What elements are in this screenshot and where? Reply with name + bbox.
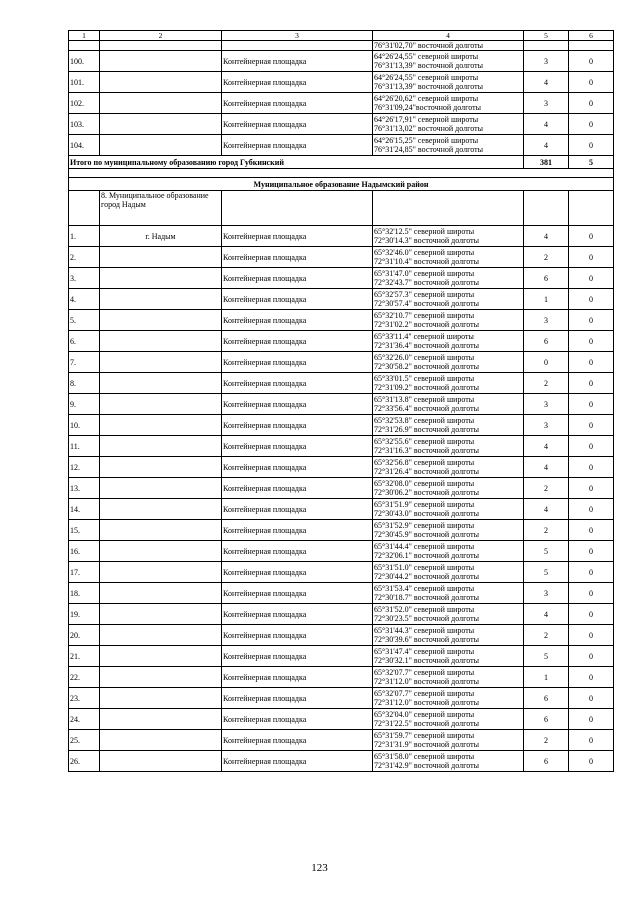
container-count: 6 [524,268,569,289]
longitude-text: 72°30'23.5" восточной долготы [374,614,479,623]
coordinate-cell [373,583,524,604]
coordinate-cell [373,604,524,625]
container-count: 5 [524,541,569,562]
table-row [69,436,614,457]
total-col6: 5 [569,156,614,169]
row-number: 11. [69,436,100,457]
longitude-text: 72°32'43.7" восточной долготы [374,278,479,287]
site-type: Контейнерная площадка [222,730,373,751]
latitude-text: 65°32'55.6" северной широты [374,437,475,446]
row-number: 16. [69,541,100,562]
coordinate-cell [373,394,524,415]
coordinate-cell [373,51,524,72]
container-count: 1 [524,667,569,688]
site-type: Контейнерная площадка [222,135,373,156]
coordinate-cell [373,310,524,331]
empty-cell [100,562,222,583]
empty-cell [100,583,222,604]
table-row [69,114,614,135]
row-number: 19. [69,604,100,625]
empty-cell [100,394,222,415]
col6-value: 0 [569,646,614,667]
table-row [69,646,614,667]
latitude-text: 65°31'47.0" северной широты [374,269,475,278]
container-count: 3 [524,93,569,114]
section-row [69,178,614,191]
spacer-row [69,169,614,178]
col6-value: 0 [569,415,614,436]
header-cell: 4 [373,31,524,41]
site-type: Контейнерная площадка [222,562,373,583]
header-cell: 3 [222,31,373,41]
latitude-text: 65°32'57.3" северной широты [374,290,475,299]
container-count: 5 [524,562,569,583]
latitude-text: 65°31'47.4" северной широты [374,647,475,656]
page-number: 123 [311,862,328,874]
empty-cell [100,436,222,457]
container-count: 3 [524,310,569,331]
longitude-text: 72°30'18.7" восточной долготы [374,593,479,602]
container-count: 3 [524,583,569,604]
longitude-text: 72°31'42.9" восточной долготы [374,761,479,770]
latitude-text: 64°26'17,91" северной широты [374,115,479,124]
longitude-text: 72°31'10.4" восточной долготы [374,257,479,266]
site-type: Контейнерная площадка [222,541,373,562]
row-number: 22. [69,667,100,688]
container-count: 4 [524,499,569,520]
latitude-text: 65°31'51.9" северной широты [374,500,475,509]
table-row [69,625,614,646]
empty-cell [100,541,222,562]
total-col5: 381 [524,156,569,169]
latitude-text: 65°31'52.9" северной широты [374,521,475,530]
site-type: Контейнерная площадка [222,667,373,688]
table-row [69,583,614,604]
total-row [69,156,614,169]
table-row [69,499,614,520]
header-cell: 1 [69,31,100,41]
site-type: Контейнерная площадка [222,499,373,520]
container-count: 2 [524,247,569,268]
table-row [69,562,614,583]
coordinate-cell [373,688,524,709]
col6-value: 0 [569,709,614,730]
empty-cell [100,625,222,646]
coordinate-cell [373,751,524,772]
coordinate-cell [373,352,524,373]
row-number: 12. [69,457,100,478]
table-row [69,730,614,751]
settlement-name: г. Надым [100,226,222,247]
coordinate-cell [373,114,524,135]
empty-cell [100,520,222,541]
header-cell: 6 [569,31,614,41]
coordinate-cell [373,373,524,394]
longitude-text: 72°31'22.5" восточной долготы [374,719,479,728]
container-count: 6 [524,751,569,772]
latitude-text: 65°32'12.5" северной широты [374,227,475,236]
site-type: Контейнерная площадка [222,751,373,772]
col6-value: 0 [569,268,614,289]
table-row [69,394,614,415]
longitude-text: 76°31'24,85" восточной долготы [374,145,483,154]
longitude-text: 72°30'57.4" восточной долготы [374,299,479,308]
row-number: 9. [69,394,100,415]
container-count: 4 [524,457,569,478]
coordinate-cell [373,268,524,289]
latitude-text: 64°26'15,25" северной широты [374,136,479,145]
coordinate-cell [373,331,524,352]
col6-value: 0 [569,331,614,352]
empty-cell [100,289,222,310]
section-title: Муниципальное образование Надымский район [69,178,614,191]
container-count: 5 [524,646,569,667]
site-type: Контейнерная площадка [222,114,373,135]
container-count: 4 [524,604,569,625]
table-row [69,520,614,541]
row-number: 103. [69,114,100,135]
longitude-text: 72°30'44.2" восточной долготы [374,572,479,581]
longitude-text: 72°31'09.2" восточной долготы [374,383,479,392]
row-number: 2. [69,247,100,268]
col6-value: 0 [569,625,614,646]
coordinate-cell [373,247,524,268]
table-row [69,478,614,499]
table-row [69,373,614,394]
site-type: Контейнерная площадка [222,688,373,709]
total-label: Итого по муниципальному образованию город Губкинский [69,156,524,169]
site-type: Контейнерная площадка [222,268,373,289]
site-type: Контейнерная площадка [222,310,373,331]
site-type: Контейнерная площадка [222,478,373,499]
latitude-text: 65°31'58.0" северной широты [374,752,475,761]
site-type: Контейнерная площадка [222,72,373,93]
col6-value: 0 [569,688,614,709]
latitude-text: 65°33'01.5" северной широты [374,374,475,383]
longitude-text: 72°30'39.6" восточной долготы [374,635,479,644]
container-count: 4 [524,226,569,247]
latitude-text: 65°31'44.3" северной широты [374,626,475,635]
latitude-text: 65°32'04.0" северной широты [374,710,475,719]
longitude-text: 72°30'45.9" восточной долготы [374,530,479,539]
longitude-text: 72°33'56.4" восточной долготы [374,404,479,413]
table-row [69,93,614,114]
empty-cell [100,457,222,478]
col6-value: 0 [569,135,614,156]
container-count: 6 [524,688,569,709]
col6-value: 0 [569,667,614,688]
column-number-header [69,31,614,41]
latitude-text: 65°32'53.8" северной широты [374,416,475,425]
row-number: 13. [69,478,100,499]
coordinate-cell [373,667,524,688]
table-row [69,268,614,289]
longitude-text: 72°32'06.1" восточной долготы [374,551,479,560]
longitude-text: 72°30'58.2" восточной долготы [374,362,479,371]
row-number: 26. [69,751,100,772]
table-row [69,352,614,373]
empty-cell [100,135,222,156]
table-row [69,688,614,709]
coordinate-cell [373,646,524,667]
table-row [69,415,614,436]
col6-value: 0 [569,114,614,135]
empty-cell [100,310,222,331]
site-type: Контейнерная площадка [222,247,373,268]
coordinate-cell [373,499,524,520]
row-number: 17. [69,562,100,583]
table-row [69,604,614,625]
longitude-text: 72°31'26.4" восточной долготы [374,467,479,476]
coordinate-cell [373,709,524,730]
table-row [69,135,614,156]
latitude-text: 65°32'26.0" северной широты [374,353,475,362]
col6-value: 0 [569,562,614,583]
row-number: 3. [69,268,100,289]
latitude-text: 65°31'59.7" северной широты [374,731,475,740]
empty-cell [100,72,222,93]
site-type: Контейнерная площадка [222,457,373,478]
coordinate-cell [373,730,524,751]
col6-value: 0 [569,583,614,604]
table-row [69,310,614,331]
table-row [69,709,614,730]
site-type: Контейнерная площадка [222,415,373,436]
col6-value: 0 [569,226,614,247]
container-count: 6 [524,331,569,352]
latitude-text: 65°31'13.8" северной широты [374,395,475,404]
longitude-text: 72°30'14.3" восточной долготы [374,236,479,245]
row-number: 21. [69,646,100,667]
coordinate-cell [373,93,524,114]
site-type: Контейнерная площадка [222,436,373,457]
coordinate-cell [373,72,524,93]
site-type: Контейнерная площадка [222,93,373,114]
longitude-text: 72°31'12.0" восточной долготы [374,698,479,707]
container-count: 1 [524,289,569,310]
empty-cell [100,247,222,268]
coordinate-cell [373,415,524,436]
container-count: 2 [524,520,569,541]
row-number: 101. [69,72,100,93]
longitude-text: 72°30'06.2" восточной долготы [374,488,479,497]
empty-cell [100,478,222,499]
latitude-text: 65°32'08.0" северной широты [374,479,475,488]
site-type: Контейнерная площадка [222,51,373,72]
site-type: Контейнерная площадка [222,709,373,730]
table-row [69,226,614,247]
latitude-text: 65°32'07.7" северной широты [374,689,475,698]
row-number: 6. [69,331,100,352]
continuation-row [69,41,614,51]
table-row [69,331,614,352]
site-type: Контейнерная площадка [222,373,373,394]
container-count: 2 [524,730,569,751]
container-count: 3 [524,415,569,436]
table-row [69,457,614,478]
container-sites-table [68,30,614,772]
latitude-text: 65°31'53.4" северной широты [374,584,475,593]
empty-cell [100,730,222,751]
latitude-text: 65°31'44.4" северной широты [374,542,475,551]
coordinate-cell [373,135,524,156]
row-number: 25. [69,730,100,751]
empty-cell [100,688,222,709]
container-count: 2 [524,478,569,499]
container-count: 4 [524,114,569,135]
table-row [69,247,614,268]
container-count: 3 [524,394,569,415]
empty-cell [100,604,222,625]
empty-cell [100,51,222,72]
col6-value: 0 [569,436,614,457]
table-row [69,751,614,772]
site-type: Контейнерная площадка [222,352,373,373]
empty-cell [100,499,222,520]
table-row [69,289,614,310]
row-number: 8. [69,373,100,394]
col6-value: 0 [569,289,614,310]
latitude-text: 64°26'20,62" северной широты [374,94,479,103]
longitude-text: 72°30'32.1" восточной долготы [374,656,479,665]
col6-value: 0 [569,394,614,415]
row-number: 20. [69,625,100,646]
longitude-text: 76°31'13,39" восточной долготы [374,82,483,91]
col6-value: 0 [569,541,614,562]
empty-cell [100,93,222,114]
table-row [69,541,614,562]
site-type: Контейнерная площадка [222,520,373,541]
col6-value: 0 [569,604,614,625]
longitude-text: 72°31'36.4" восточной долготы [374,341,479,350]
coordinate-cell [373,541,524,562]
col6-value: 0 [569,457,614,478]
municipality-name: 8. Муниципальное образование город Надым [100,191,222,226]
site-type: Контейнерная площадка [222,331,373,352]
longitude-text: 76°31'13,02" восточной долготы [374,124,483,133]
longitude-text: 72°31'02.2" восточной долготы [374,320,479,329]
table-row [69,72,614,93]
empty-cell [100,268,222,289]
coordinate-cell [373,562,524,583]
coordinate-cell [373,436,524,457]
longitude-text: 72°30'43.0" восточной долготы [374,509,479,518]
header-cell: 5 [524,31,569,41]
site-type: Контейнерная площадка [222,583,373,604]
coordinate-cell: 76°31'02,70" восточной долготы [373,41,524,51]
row-number: 1. [69,226,100,247]
coordinate-cell [373,478,524,499]
container-count: 4 [524,436,569,457]
longitude-text: 76°31'13,39" восточной долготы [374,61,483,70]
row-number: 10. [69,415,100,436]
coordinate-cell [373,226,524,247]
container-count: 0 [524,352,569,373]
longitude-text: 76°31'09,24"восточной долготы [374,103,481,112]
col6-value: 0 [569,72,614,93]
container-count: 2 [524,625,569,646]
latitude-text: 65°31'52.0" северной широты [374,605,475,614]
longitude-text: 72°31'31.9" восточной долготы [374,740,479,749]
longitude-text: 72°31'16.3" восточной долготы [374,446,479,455]
row-number: 24. [69,709,100,730]
row-number: 14. [69,499,100,520]
row-number: 23. [69,688,100,709]
latitude-text: 65°33'11.4" северной широты [374,332,474,341]
site-type: Контейнерная площадка [222,625,373,646]
row-number: 7. [69,352,100,373]
col6-value: 0 [569,310,614,331]
latitude-text: 64°26'24,55" северной широты [374,73,479,82]
site-type: Контейнерная площадка [222,289,373,310]
col6-value: 0 [569,520,614,541]
site-type: Контейнерная площадка [222,226,373,247]
coordinate-cell [373,457,524,478]
empty-cell [100,331,222,352]
municipality-row [69,191,614,226]
table-row [69,667,614,688]
container-count: 4 [524,135,569,156]
table-row [69,51,614,72]
container-count: 6 [524,709,569,730]
col6-value: 0 [569,751,614,772]
site-type: Контейнерная площадка [222,646,373,667]
site-type: Контейнерная площадка [222,394,373,415]
coordinate-cell [373,625,524,646]
col6-value: 0 [569,51,614,72]
empty-cell [100,373,222,394]
coordinate-cell [373,520,524,541]
longitude-text: 72°31'12.0" восточной долготы [374,677,479,686]
col6-value: 0 [569,499,614,520]
row-number: 4. [69,289,100,310]
row-number: 100. [69,51,100,72]
empty-cell [100,751,222,772]
latitude-text: 64°26'24,55" северной широты [374,52,479,61]
container-count: 2 [524,373,569,394]
latitude-text: 65°32'56.8" северной широты [374,458,475,467]
empty-cell [100,114,222,135]
container-count: 3 [524,51,569,72]
site-type: Контейнерная площадка [222,604,373,625]
empty-cell [100,709,222,730]
col6-value: 0 [569,478,614,499]
row-number: 5. [69,310,100,331]
container-count: 4 [524,72,569,93]
latitude-text: 65°32'46.0" северной широты [374,248,475,257]
row-number: 104. [69,135,100,156]
col6-value: 0 [569,352,614,373]
col6-value: 0 [569,730,614,751]
empty-cell [100,352,222,373]
col6-value: 0 [569,247,614,268]
coordinate-cell [373,289,524,310]
col6-value: 0 [569,93,614,114]
latitude-text: 65°31'51.0" северной широты [374,563,475,572]
empty-cell [100,667,222,688]
latitude-text: 65°32'10.7" северной широты [374,311,475,320]
row-number: 18. [69,583,100,604]
longitude-text: 72°31'26.9" восточной долготы [374,425,479,434]
header-cell: 2 [100,31,222,41]
col6-value: 0 [569,373,614,394]
latitude-text: 65°32'07.7" северной широты [374,668,475,677]
row-number: 15. [69,520,100,541]
empty-cell [100,415,222,436]
row-number: 102. [69,93,100,114]
empty-cell [100,646,222,667]
